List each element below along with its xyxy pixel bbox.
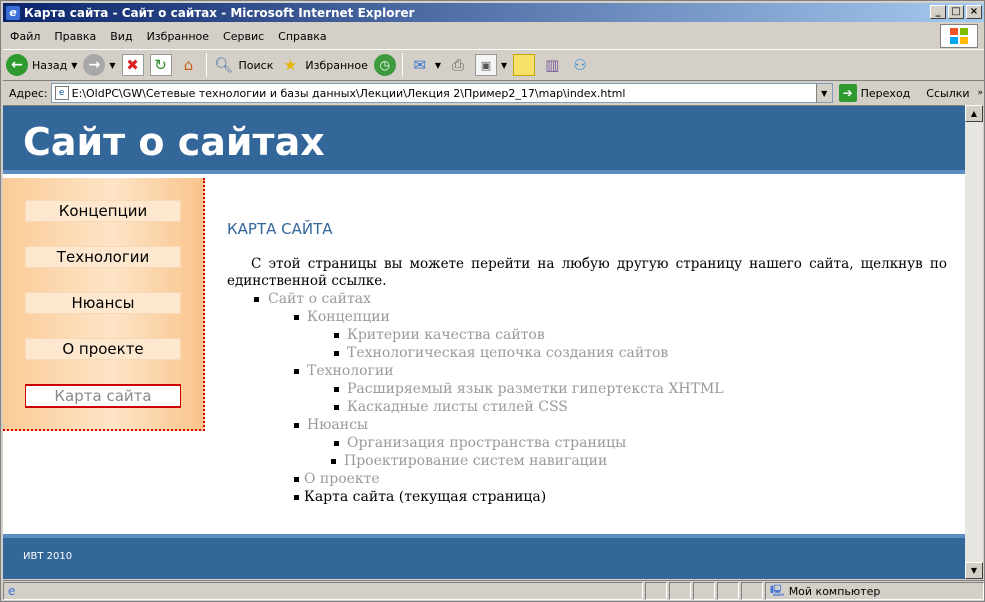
sitemap-link-about[interactable]: О проекте [304,471,380,487]
print-icon: ⎙ [451,56,464,74]
list-item [282,362,947,416]
sitemap-link[interactable]: Проектирование систем навигации [344,453,608,469]
window-title: Карта сайта - Сайт о сайтах - Microsoft Internet Explorer [24,5,415,20]
messenger-people-icon: ⚇ [573,56,587,74]
menu-edit[interactable]: Правка [54,29,97,43]
list-item [322,398,947,416]
windows-logo [940,24,978,48]
windows-flag-icon [948,26,970,46]
back-arrow-icon: ← [6,54,28,76]
refresh-icon: ↻ [150,54,172,76]
address-dropdown-icon[interactable]: ▼ [816,84,832,102]
sitemap-link[interactable]: Каскадные листы стилей CSS [347,399,568,415]
left-navigation [3,178,205,431]
page-done-icon: e [8,584,16,598]
sitemap-current-page: Карта сайта (текущая страница) [304,489,547,505]
home-button[interactable] [175,51,203,79]
page-icon: e [55,86,69,100]
refresh-button[interactable] [147,51,175,79]
edit-dropdown-icon[interactable]: ▼ [501,60,508,70]
favorites-star-icon: ★ [283,56,298,74]
go-arrow-icon: ➔ [839,84,857,102]
scroll-down-icon[interactable]: ▼ [965,562,983,579]
sitemap-link-root[interactable]: Сайт о сайтах [268,291,371,307]
site-header [3,106,965,174]
status-cell [645,582,667,600]
toolbar-separator [402,53,403,77]
list-item [282,470,947,488]
nav-about[interactable]: О проекте [25,338,181,360]
sitemap-link-concepts[interactable]: Концепции [307,309,390,325]
list-item [282,308,947,362]
stop-icon: ✖ [122,54,144,76]
vertical-scrollbar[interactable] [965,105,983,579]
close-button[interactable]: × [966,5,982,19]
links-button[interactable]: Ссылки » [926,86,984,100]
page-heading: КАРТА САЙТА [227,220,333,238]
back-button[interactable]: ← Назад ▼ [3,51,80,79]
history-icon: ◷ [374,54,396,76]
print-button[interactable] [444,51,472,79]
mail-dropdown-icon[interactable]: ▼ [434,60,441,70]
history-button[interactable] [371,51,399,79]
links-chevron-icon: » [977,88,984,98]
list-item [282,416,947,470]
footer-text: ИВТ 2010 [23,551,73,562]
toolbar-separator [206,53,207,77]
status-bar [3,580,984,601]
nav-sitemap-current: Карта сайта [25,384,181,408]
edit-button[interactable] [472,51,510,79]
intro-paragraph: С этой страницы вы можете перейти на любую другую страницу нашего сайта, щелкнув по единственной ссылке. [227,256,947,289]
address-label: Адрес: [9,86,48,100]
sitemap-link[interactable]: Технологическая цепочка создания сайтов [347,345,669,361]
site-title: Сайт о сайтах [23,120,325,164]
security-zone: 🖳 Мой компьютер [765,582,984,600]
stop-button[interactable] [119,51,147,79]
maximize-button[interactable]: □ [948,5,964,19]
minimize-button[interactable]: _ [930,5,946,19]
list-item [319,452,947,470]
my-computer-icon: 🖳 [770,583,785,597]
menu-file[interactable]: Файл [10,29,41,43]
page-viewport [3,105,965,579]
standard-toolbar [3,49,984,81]
edit-page-icon: ▣ [475,54,497,76]
research-books-icon: ▥ [545,56,560,74]
menu-favorites[interactable]: Избранное [146,29,210,43]
sitemap-link[interactable]: Критерии качества сайтов [347,327,545,343]
status-main [3,582,643,600]
status-cell [693,582,715,600]
status-cell [741,582,763,600]
back-dropdown-icon[interactable]: ▼ [71,60,78,70]
messenger-button[interactable] [566,51,594,79]
nav-nuances[interactable]: Нюансы [25,292,181,314]
go-button[interactable]: ➔ Переход [839,84,911,102]
sitemap-link[interactable]: Расширяемый язык разметки гипертекста XHTML [347,381,724,397]
discuss-button[interactable] [510,51,538,79]
status-cell [717,582,739,600]
mail-button[interactable] [406,51,444,79]
address-url: E:\OldPC\GW\Сетевые технологии и базы данных\Лекции\Лекция 2\Пример2_17\map\index.html [71,86,626,100]
list-item [254,290,947,506]
site-footer [3,534,965,579]
mail-icon: ✉ [413,56,427,74]
menu-bar [3,25,938,47]
home-icon: ⌂ [183,56,194,74]
list-item [322,434,947,452]
address-bar [3,82,984,104]
list-item [282,488,947,506]
scroll-up-icon[interactable]: ▲ [965,105,983,122]
search-icon: 🔍︎ [214,56,234,74]
nav-concepts[interactable]: Концепции [25,200,181,222]
research-button[interactable] [538,51,566,79]
nav-technologies[interactable]: Технологии [25,246,181,268]
address-input[interactable] [51,83,833,103]
menu-view[interactable]: Вид [110,29,133,43]
list-item [322,326,947,344]
menu-help[interactable]: Справка [278,29,327,43]
forward-arrow-icon: → [83,54,105,76]
sitemap-link[interactable]: Организация пространства страницы [347,435,627,451]
forward-dropdown-icon[interactable]: ▼ [109,60,116,70]
forward-button[interactable] [80,51,118,79]
list-item [322,344,947,362]
ie-icon: e [6,6,20,20]
sitemap-link-nuances[interactable]: Нюансы [307,417,369,433]
title-bar[interactable] [3,3,984,22]
list-item [322,380,947,398]
sitemap-tree [254,290,947,506]
sitemap-link-technologies[interactable]: Технологии [307,363,394,379]
main-content [227,216,947,506]
discuss-note-icon [513,54,535,76]
search-button[interactable]: 🔍︎ Поиск [214,56,274,74]
favorites-button[interactable]: ★ Избранное [276,51,370,79]
status-cell [669,582,691,600]
menu-tools[interactable]: Сервис [223,29,265,43]
